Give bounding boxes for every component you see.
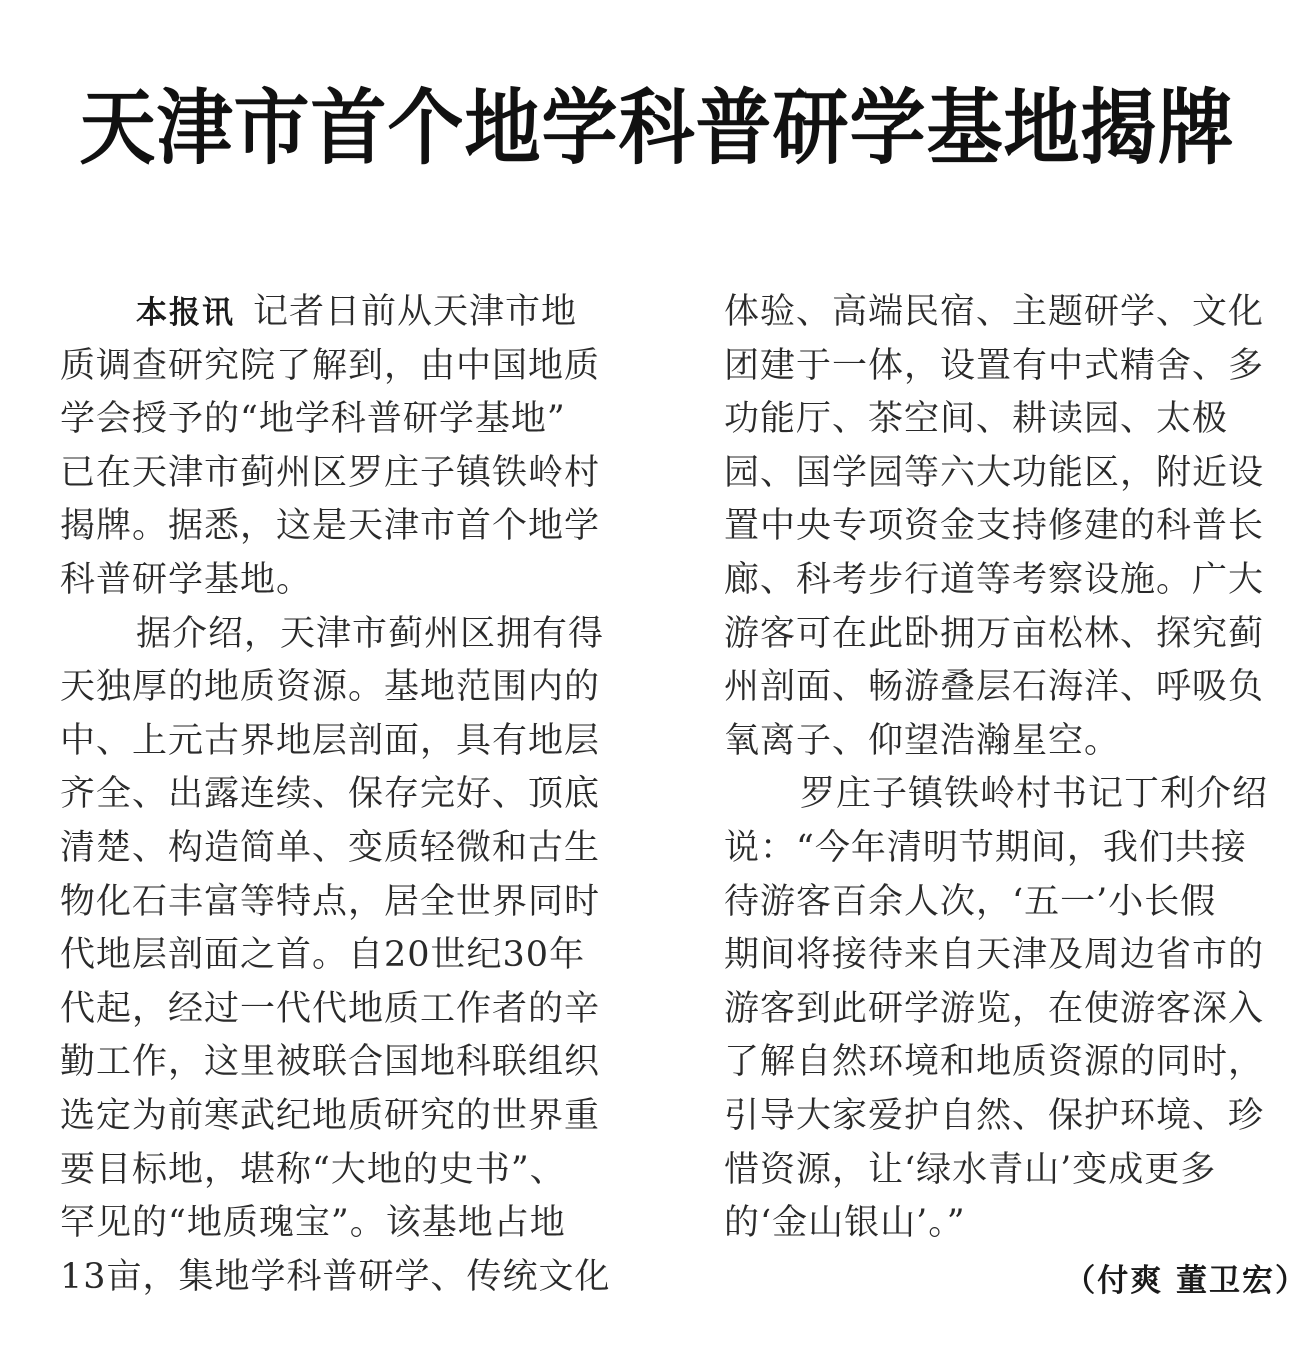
paragraph-line: 齐全、出露连续、保存完好、顶底: [60, 774, 601, 815]
paragraph-line: 要目标地，堪称“大地的史书”、: [60, 1149, 566, 1190]
paragraph-line: [60, 286, 660, 340]
article-headline: 天津市首个地学科普研学基地揭牌: [79, 79, 1235, 176]
paragraph-line: 已在天津市蓟州区罗庄子镇铁岭村: [60, 452, 601, 493]
paragraph-line: 了解自然环境和地质资源的同时，: [724, 1042, 1265, 1083]
paragraph-line: 游客可在此卧拥万亩松林、探究蓟: [724, 613, 1265, 654]
paragraph-line: 的‘金山银山’。”: [724, 1203, 966, 1244]
article-byline: （付爽 董卫宏）: [1064, 1262, 1308, 1299]
paragraph-line: 团建于一体，设置有中式精舍、多: [724, 345, 1265, 386]
paragraph-line: 体验、高端民宿、主题研学、文化: [724, 292, 1265, 332]
paragraph-line: 选定为前寒武纪地质研究的世界重: [60, 1095, 601, 1136]
paragraph-line: 氧离子、仰望浩瀚星空。: [724, 720, 1121, 761]
paragraph-line: 揭牌。据悉，这是天津市首个地学: [60, 506, 601, 547]
paragraph-line: 游客到此研学游览，在使游客深入: [724, 988, 1265, 1029]
paragraph-line: 代地层剖面之首。自20世纪30年: [60, 935, 586, 976]
paragraph-line: 清楚、构造简单、变质轻微和古生: [60, 827, 601, 868]
paragraph-line: 期间将接待来自天津及周边省市的: [724, 935, 1265, 976]
paragraph-line: 罗庄子镇铁岭村书记丁利介绍: [800, 774, 1269, 815]
paragraph-line: 待游客百余人次，‘五一’小长假: [724, 881, 1217, 922]
paragraph-line: 置中央专项资金支持修建的科普长: [724, 506, 1265, 547]
paragraph-line: 州剖面、畅游叠层石海洋、呼吸负: [724, 667, 1265, 708]
paragraph-line: 物化石丰富等特点，居全世界同时: [60, 881, 601, 922]
paragraph-line: 勤工作，这里被联合国地科联组织: [60, 1042, 601, 1083]
paragraph-line: 廊、科考步行道等考察设施。广大: [724, 559, 1265, 600]
lead-label: 本报讯: [136, 295, 235, 331]
paragraph-line: 罕见的“地质瑰宝”。该基地占地: [60, 1203, 566, 1244]
paragraph-line: 代起，经过一代代地质工作者的辛: [60, 988, 601, 1029]
paragraph-line: 质调查研究院了解到，由中国地质: [60, 345, 601, 386]
paragraph-line: 园、国学园等六大功能区，附近设: [724, 452, 1265, 493]
paragraph-text: 记者日前从天津市地: [253, 292, 578, 332]
article-column-right: [724, 286, 1314, 1308]
paragraph-line: 学会授予的“地学科普研学基地”: [60, 399, 566, 440]
paragraph-line: 中、上元古界地层剖面，具有地层: [60, 720, 601, 761]
paragraph-line: 惜资源，让‘绿水青山’变成更多: [724, 1149, 1217, 1190]
paragraph-line: 引导大家爱护自然、保护环境、珍: [724, 1095, 1265, 1136]
paragraph-line: 据介绍，天津市蓟州区拥有得: [136, 613, 605, 654]
article-column-left: [60, 286, 660, 1304]
paragraph-line: 天独厚的地质资源。基地范围内的: [60, 667, 601, 708]
paragraph-line: 说：“今年清明节期间，我们共接: [724, 827, 1247, 868]
paragraph-line: 功能厅、茶空间、耕读园、太极: [724, 399, 1229, 440]
paragraph-line: 13亩，集地学科普研学、传统文化: [60, 1256, 611, 1297]
paragraph-line: 科普研学基地。: [60, 559, 313, 600]
